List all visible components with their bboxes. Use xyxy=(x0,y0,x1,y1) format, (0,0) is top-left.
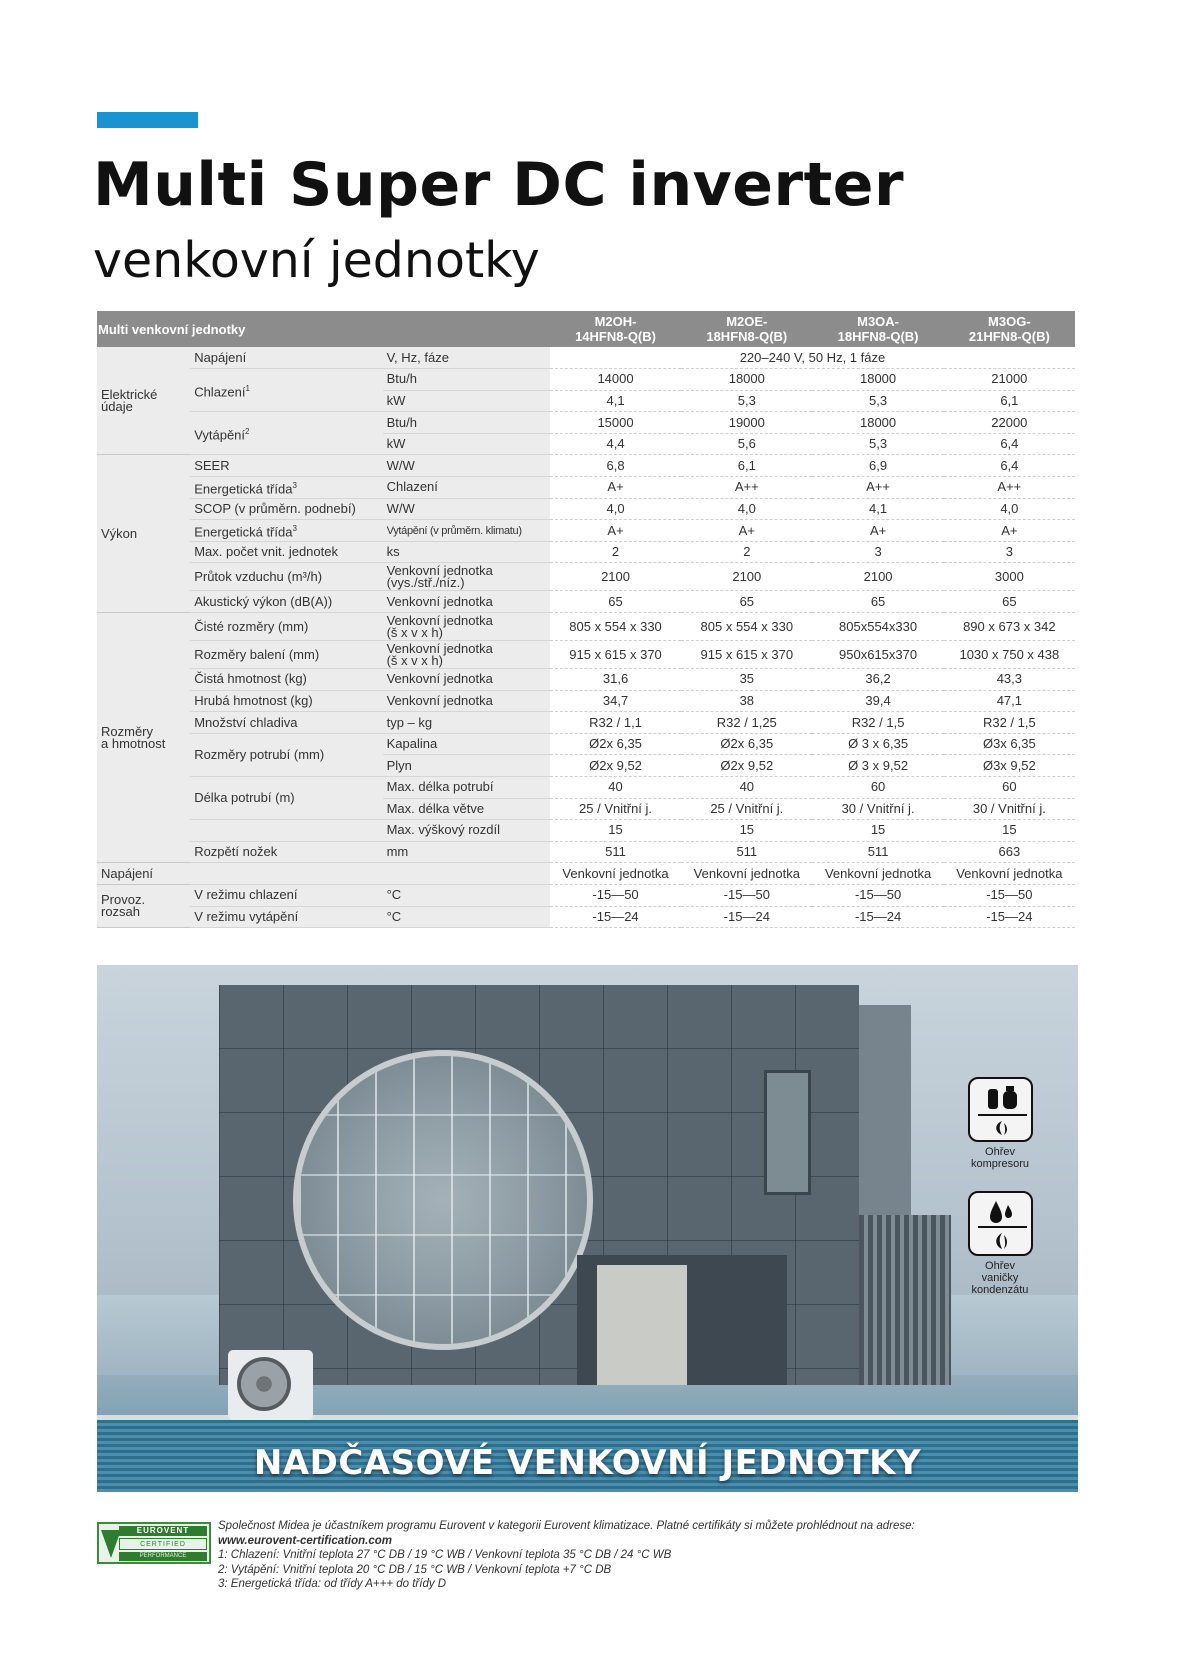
table-cell: 39,4 xyxy=(812,690,943,712)
feature-compressor-heating xyxy=(955,1077,1045,1170)
table-cell: 2100 xyxy=(550,563,681,591)
unit-label: Plyn xyxy=(383,755,550,777)
table-cell: Venkovní jednotka xyxy=(550,863,681,885)
table-cell: -15—50 xyxy=(550,884,681,906)
table-cell: 511 xyxy=(681,841,812,863)
model-header: M3OA- 18HFN8-Q(B) xyxy=(812,311,943,347)
table-cell: 18000 xyxy=(812,412,943,434)
spec-table xyxy=(97,311,1075,928)
table-cell: 30 / Vnitřní j. xyxy=(944,798,1075,820)
param-label xyxy=(190,820,382,842)
table-row xyxy=(97,347,1075,369)
param-label: Délka potrubí (m) xyxy=(190,777,382,820)
table-cell: 6,4 xyxy=(944,433,1075,455)
table-cell: R32 / 1,5 xyxy=(944,712,1075,734)
table-cell: 220–240 V, 50 Hz, 1 fáze xyxy=(550,347,1075,369)
table-cell: A++ xyxy=(812,477,943,499)
accent-bar xyxy=(97,112,198,128)
table-row xyxy=(97,563,1075,591)
table-row xyxy=(97,863,1075,885)
table-cell: 4,0 xyxy=(550,498,681,520)
eurovent-triangle-icon xyxy=(101,1530,121,1558)
param-label: Průtok vzduchu (m³/h) xyxy=(190,563,382,591)
table-cell: 5,3 xyxy=(812,433,943,455)
table-cell: 6,1 xyxy=(681,455,812,477)
table-row xyxy=(97,455,1075,477)
table-cell: 60 xyxy=(812,777,943,799)
table-cell: 60 xyxy=(944,777,1075,799)
unit-label: Venkovní jednotka xyxy=(383,669,550,691)
param-label: Vytápění$^2$ xyxy=(190,412,382,455)
unit-label: Venkovní jednotka (š x v x h) xyxy=(383,641,550,669)
building-photo xyxy=(97,965,1078,1492)
table-cell: 805x554x330 xyxy=(812,613,943,641)
table-cell: 6,1 xyxy=(944,390,1075,412)
param-label xyxy=(190,863,382,885)
upper-window xyxy=(764,1070,811,1195)
table-cell: 47,1 xyxy=(944,690,1075,712)
param-label: SCOP (v průměrn. podnebí) xyxy=(190,498,382,520)
table-cell: Ø 3 x 9,52 xyxy=(812,755,943,777)
table-cell: A+ xyxy=(944,520,1075,542)
table-cell: Ø 3 x 6,35 xyxy=(812,733,943,755)
table-cell: -15—24 xyxy=(681,906,812,928)
table-cell: 43,3 xyxy=(944,669,1075,691)
table-cell: 4,1 xyxy=(812,498,943,520)
unit-label: Btu/h xyxy=(383,369,550,391)
table-cell: 6,9 xyxy=(812,455,943,477)
table-cell: -15—50 xyxy=(944,884,1075,906)
param-label: Čisté rozměry (mm) xyxy=(190,613,382,641)
table-cell: 2 xyxy=(681,541,812,563)
unit-label: Btu/h xyxy=(383,412,550,434)
table-row xyxy=(97,690,1075,712)
logo-text: PERFORMANCE xyxy=(119,1552,207,1561)
table-cell: 65 xyxy=(944,591,1075,613)
table-cell: 805 x 554 x 330 xyxy=(681,613,812,641)
table-cell: Ø2x 9,52 xyxy=(681,755,812,777)
unit-label: Venkovní jednotka xyxy=(383,690,550,712)
table-row xyxy=(97,591,1075,613)
param-label: V režimu chlazení xyxy=(190,884,382,906)
feature-label: Ohřev kompresoru xyxy=(970,1146,1030,1170)
table-cell: 15 xyxy=(681,820,812,842)
unit-label: Vytápění (v průměrn. klimatu) xyxy=(383,520,550,542)
eurovent-logo xyxy=(97,1522,211,1564)
table-cell: 950x615x370 xyxy=(812,641,943,669)
group-label: Elektrické údaje xyxy=(97,347,190,455)
table-cell: 34,7 xyxy=(550,690,681,712)
group-label: Rozměry a hmotnost xyxy=(97,613,190,863)
group-label: Napájení xyxy=(97,863,190,885)
table-cell: 5,3 xyxy=(681,390,812,412)
table-cell: 2100 xyxy=(681,563,812,591)
table-cell: 3 xyxy=(944,541,1075,563)
table-row xyxy=(97,541,1075,563)
table-header-row xyxy=(97,311,1075,347)
footnote-intro: Společnost Midea je účastníkem programu Eurovent v kategorii Eurovent klimatizace. Platné certifikáty si můžete prohlédnout na adrese: xyxy=(218,1520,915,1532)
table-cell: 6,4 xyxy=(944,455,1075,477)
page-title: Multi Super DC inverter xyxy=(93,150,905,220)
table-row xyxy=(97,369,1075,391)
table-cell: 4,4 xyxy=(550,433,681,455)
vertical-slats xyxy=(859,1215,951,1385)
table-cell: 6,8 xyxy=(550,455,681,477)
unit-label: Venkovní jednotka (vys./stř./níz.) xyxy=(383,563,550,591)
table-cell: R32 / 1,25 xyxy=(681,712,812,734)
feature-label: Ohřev vaničky kondenzátu xyxy=(971,1260,1029,1296)
unit-label: W/W xyxy=(383,498,550,520)
table-cell: 890 x 673 x 342 xyxy=(944,613,1075,641)
param-label: Čistá hmotnost (kg) xyxy=(190,669,382,691)
lower-window xyxy=(597,1265,687,1385)
table-row xyxy=(97,906,1075,928)
table-row xyxy=(97,412,1075,434)
table-cell: 25 / Vnitřní j. xyxy=(550,798,681,820)
table-cell: 18000 xyxy=(812,369,943,391)
unit-label: Venkovní jednotka xyxy=(383,591,550,613)
table-cell: 38 xyxy=(681,690,812,712)
table-row xyxy=(97,884,1075,906)
table-cell: 4,1 xyxy=(550,390,681,412)
table-row xyxy=(97,669,1075,691)
table-row xyxy=(97,613,1075,641)
table-cell: Ø2x 6,35 xyxy=(681,733,812,755)
unit-label: Kapalina xyxy=(383,733,550,755)
param-label: Hrubá hmotnost (kg) xyxy=(190,690,382,712)
unit-label: W/W xyxy=(383,455,550,477)
param-label: SEER xyxy=(190,455,382,477)
outdoor-unit-fan xyxy=(237,1357,291,1411)
table-cell: 15 xyxy=(944,820,1075,842)
table-cell: 30 / Vnitřní j. xyxy=(812,798,943,820)
unit-label: V, Hz, fáze xyxy=(383,347,550,369)
table-cell: 5,6 xyxy=(681,433,812,455)
table-cell: 21000 xyxy=(944,369,1075,391)
footnote-2: 2: Vytápění: Vnitřní teplota 20 °C DB / 15 °C WB / Venkovní teplota +7 °C DB xyxy=(218,1563,612,1576)
unit-label: Venkovní jednotka (š x v x h) xyxy=(383,613,550,641)
table-cell: 25 / Vnitřní j. xyxy=(681,798,812,820)
table-cell: -15—50 xyxy=(812,884,943,906)
unit-label: typ – kg xyxy=(383,712,550,734)
table-cell: Ø2x 9,52 xyxy=(550,755,681,777)
table-cell: 511 xyxy=(550,841,681,863)
table-cell: Ø3x 9,52 xyxy=(944,755,1075,777)
table-cell: -15—50 xyxy=(681,884,812,906)
table-cell: 915 x 615 x 370 xyxy=(550,641,681,669)
footnote-3: 3: Energetická třída: od třídy A+++ do třídy D xyxy=(218,1578,447,1590)
unit-label: °C xyxy=(383,906,550,928)
unit-label: kW xyxy=(383,433,550,455)
param-label: Rozpětí nožek xyxy=(190,841,382,863)
table-row xyxy=(97,520,1075,542)
table-cell: 4,0 xyxy=(681,498,812,520)
table-cell: 2100 xyxy=(812,563,943,591)
table-cell: 2 xyxy=(550,541,681,563)
footnotes xyxy=(218,1519,1078,1592)
table-cell: 511 xyxy=(812,841,943,863)
table-cell: 19000 xyxy=(681,412,812,434)
unit-label: Chlazení xyxy=(383,477,550,499)
table-cell: 36,2 xyxy=(812,669,943,691)
group-label: Výkon xyxy=(97,455,190,613)
feature-drain-pan-heating xyxy=(955,1191,1045,1296)
logo-text: EUROVENT xyxy=(119,1526,207,1536)
footnote-1: 1: Chlazení: Vnitřní teplota 27 °C DB / 19 °C WB / Venkovní teplota 35 °C DB / 24 °C WB xyxy=(218,1549,672,1561)
unit-label: Max. délka potrubí xyxy=(383,777,550,799)
table-cell: 35 xyxy=(681,669,812,691)
unit-label: Max. výškový rozdíl xyxy=(383,820,550,842)
model-header: M2OH- 14HFN8-Q(B) xyxy=(550,311,681,347)
table-cell: 5,3 xyxy=(812,390,943,412)
table-cell: 3 xyxy=(812,541,943,563)
photo-banner: NADČASOVÉ VENKOVNÍ JEDNOTKY xyxy=(253,1443,922,1483)
table-cell: 65 xyxy=(550,591,681,613)
table-cell: 14000 xyxy=(550,369,681,391)
table-row xyxy=(97,820,1075,842)
table-cell: 18000 xyxy=(681,369,812,391)
table-row xyxy=(97,733,1075,755)
table-cell: Venkovní jednotka xyxy=(681,863,812,885)
model-header: M2OE- 18HFN8-Q(B) xyxy=(681,311,812,347)
table-row xyxy=(97,477,1075,499)
table-cell: -15—24 xyxy=(812,906,943,928)
table-cell: R32 / 1,5 xyxy=(812,712,943,734)
table-cell: A+ xyxy=(550,477,681,499)
table-cell: -15—24 xyxy=(944,906,1075,928)
table-cell: 1030 x 750 x 438 xyxy=(944,641,1075,669)
param-label: Energetická třída$^3$ xyxy=(190,520,382,542)
unit-label: °C xyxy=(383,884,550,906)
table-cell: -15—24 xyxy=(550,906,681,928)
param-label: Max. počet vnit. jednotek xyxy=(190,541,382,563)
unit-label: mm xyxy=(383,841,550,863)
unit-label: ks xyxy=(383,541,550,563)
table-cell: 15000 xyxy=(550,412,681,434)
param-label: Napájení xyxy=(190,347,382,369)
table-cell: 40 xyxy=(681,777,812,799)
table-row xyxy=(97,712,1075,734)
model-header: M3OG- 21HFN8-Q(B) xyxy=(944,311,1075,347)
table-row xyxy=(97,777,1075,799)
table-cell: A+ xyxy=(812,520,943,542)
unit-label: kW xyxy=(383,390,550,412)
table-cell: A++ xyxy=(944,477,1075,499)
round-window xyxy=(293,1050,593,1350)
unit-label: Max. délka větve xyxy=(383,798,550,820)
table-row xyxy=(97,841,1075,863)
table-cell: 805 x 554 x 330 xyxy=(550,613,681,641)
table-cell: 22000 xyxy=(944,412,1075,434)
param-label: Energetická třída$^3$ xyxy=(190,477,382,499)
table-cell: Ø2x 6,35 xyxy=(550,733,681,755)
table-cell: 4,0 xyxy=(944,498,1075,520)
table-cell: Venkovní jednotka xyxy=(944,863,1075,885)
table-cell: A++ xyxy=(681,477,812,499)
footnote-url[interactable]: www.eurovent-certification.com xyxy=(218,1534,393,1547)
table-cell: A+ xyxy=(681,520,812,542)
param-label: V režimu vytápění xyxy=(190,906,382,928)
table-cell: A+ xyxy=(550,520,681,542)
table-header-label: Multi venkovní jednotky xyxy=(97,311,550,347)
logo-text: CERTIFIED xyxy=(119,1538,207,1550)
table-cell: Ø3x 6,35 xyxy=(944,733,1075,755)
table-cell: 40 xyxy=(550,777,681,799)
param-label: Rozměry potrubí (mm) xyxy=(190,733,382,776)
table-row xyxy=(97,498,1075,520)
compressor-heater-icon xyxy=(968,1077,1033,1142)
drain-pan-heater-icon xyxy=(968,1191,1033,1256)
table-cell: 65 xyxy=(681,591,812,613)
table-cell: Venkovní jednotka xyxy=(812,863,943,885)
table-cell: 3000 xyxy=(944,563,1075,591)
table-cell: 31,6 xyxy=(550,669,681,691)
unit-label xyxy=(383,863,550,885)
table-cell: 15 xyxy=(550,820,681,842)
param-label: Rozměry balení (mm) xyxy=(190,641,382,669)
table-cell: 915 x 615 x 370 xyxy=(681,641,812,669)
param-label: Množství chladiva xyxy=(190,712,382,734)
param-label: Chlazení$^1$ xyxy=(190,369,382,412)
page-subtitle: venkovní jednotky xyxy=(93,232,540,289)
param-label: Akustický výkon (dB(A)) xyxy=(190,591,382,613)
table-row xyxy=(97,641,1075,669)
table-cell: 663 xyxy=(944,841,1075,863)
table-cell: 15 xyxy=(812,820,943,842)
group-label: Provoz. rozsah xyxy=(97,884,190,927)
table-cell: R32 / 1,1 xyxy=(550,712,681,734)
table-cell: 65 xyxy=(812,591,943,613)
